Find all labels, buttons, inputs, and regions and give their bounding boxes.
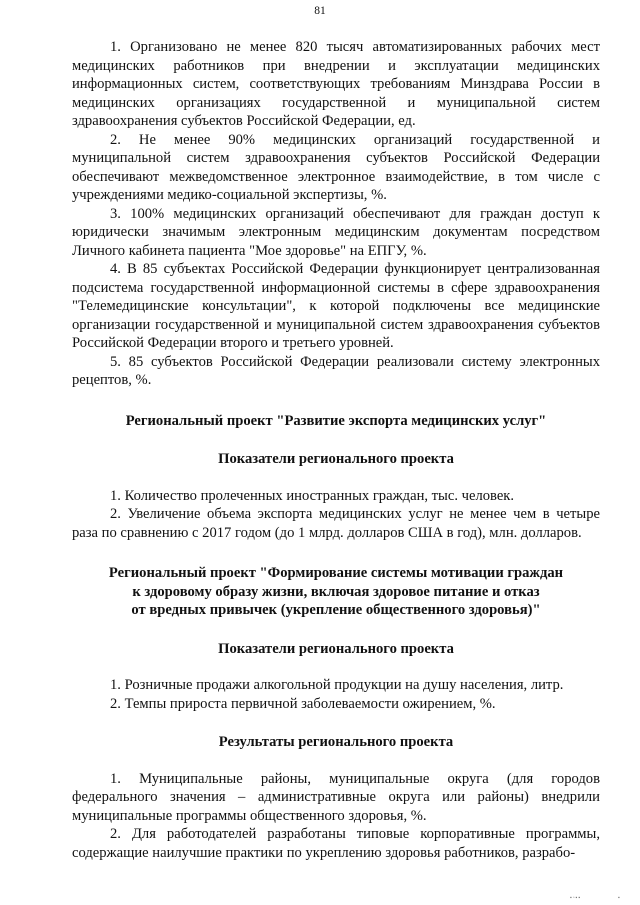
export-project-title: Региональный проект "Развитие экспорта медицинских услуг": [125, 412, 547, 429]
scan-mark: ▪: [618, 896, 621, 901]
export-project-section: [72, 412, 600, 543]
indicator-paragraph: 5. 85 субъектов Российской Федерации реализовали систему электронных рецептов, %.: [72, 353, 600, 388]
health-indicators-heading: Показатели регионального проекта: [218, 640, 454, 657]
export-indicators-heading: Показатели регионального проекта: [218, 451, 454, 467]
scan-mark: ▪▫▪▪: [570, 896, 582, 901]
indicator-paragraph: 3. 100% медицинских организаций обеспечивают для граждан доступ к юридически значимым электронным медицинским документам посредством Личного кабинета пациента "Мое здоровье" на ЕПГУ, %.: [72, 205, 600, 259]
health-result-paragraph: 1. Муниципальные районы, муниципальные округа (для городов федерального значения – административные округа или районы) внедрили муниципальные программы общественного здоровья, %.: [72, 770, 600, 824]
health-indicator-paragraph: 2. Темпы прироста первичной заболеваемости ожирением, %.: [110, 695, 496, 712]
export-indicator-paragraph: 2. Увеличение объема экспорта медицинских услуг не менее чем в четыре раза по сравнению с 2017 годом (до 1 млрд. долларов США в год), млн. долларов.: [72, 506, 600, 541]
health-indicator-paragraph: 1. Розничные продажи алкогольной продукции на душу населения, литр.: [110, 677, 564, 693]
indicator-paragraph: 4. В 85 субъектах Российской Федерации функционирует централизованная подсистема государственной информационной системы в сфере здравоохранения "Телемедицинские консультации", к которой подключены все медицинские организации государственной и муниципальной систем здравоохранения субъектов Российской Федерации второго и третьего уровней.: [72, 261, 600, 351]
page-content: [72, 38, 600, 862]
health-project-section: [72, 564, 600, 862]
health-project-title-line: Региональный проект "Формирование системы мотивации граждан: [108, 565, 564, 581]
health-project-title-line: от вредных привычек (укрепление общественного здоровья)": [131, 602, 541, 618]
indicator-paragraph: 2. Не менее 90% медицинских организаций государственной и муниципальной систем здравоохранения субъектов Российской Федерации обеспечивают межведомственное электронное взаимодействие, в том числе с учреждениями медико-социальной экспертизы, %.: [72, 131, 600, 203]
health-results-heading: Результаты регионального проекта: [218, 734, 454, 750]
health-result-paragraph: 2. Для работодателей разработаны типовые корпоративные программы, содержащие наилучшие практики по укреплению здоровья работников, разрабо-: [72, 826, 600, 861]
indicator-paragraph: 1. Организовано не менее 820 тысяч автоматизированных рабочих мест медицинских работников при внедрении и эксплуатации медицинских информационных систем, соответствующих требованиям Минздрава России в медицинских организациях государственной и муниципальной систем здравоохранения субъектов Российской Федерации, ед.: [72, 39, 600, 129]
health-project-title-line: к здоровому образу жизни, включая здоровое питание и отказ: [132, 583, 540, 600]
export-indicator-paragraph: 1. Количество пролеченных иностранных граждан, тыс. человек.: [110, 487, 515, 504]
page-number: 81: [314, 5, 326, 17]
digital-health-indicators-list: [72, 38, 600, 390]
